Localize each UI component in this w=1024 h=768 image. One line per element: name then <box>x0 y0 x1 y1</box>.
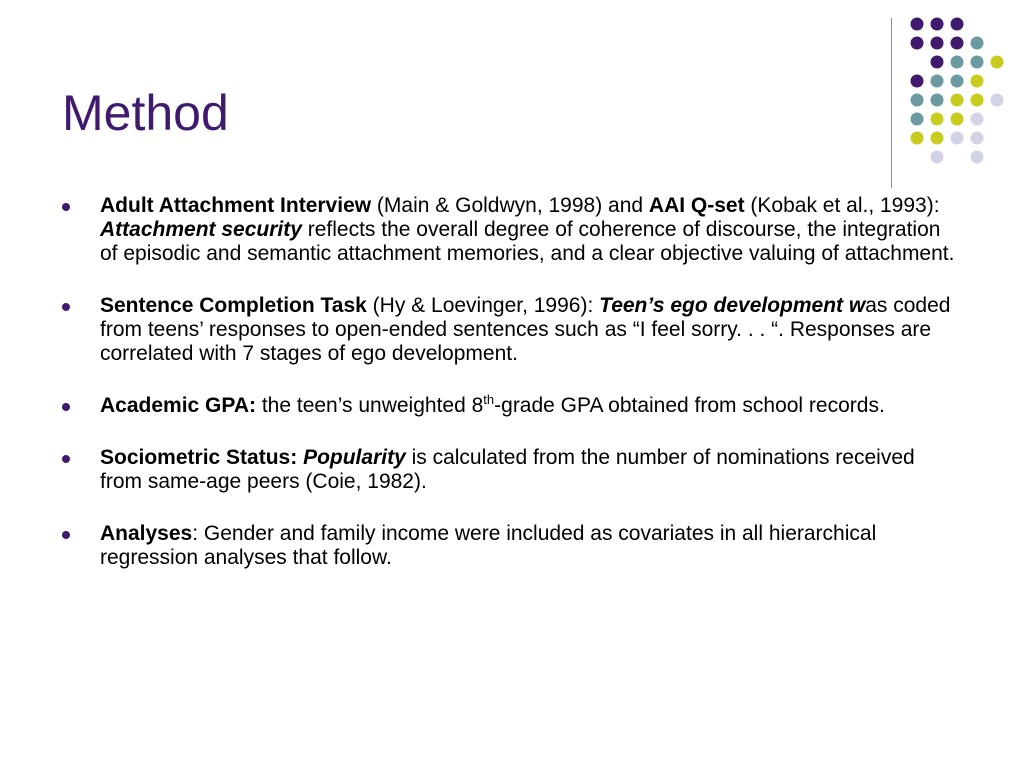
bullet-heading: Adult Attachment Interview <box>100 194 372 217</box>
bullet-text: reflects the overall degree of coherence of discourse, the integration of episodic and semantic attachment memories, and a clear objective valuing of attachment. <box>100 218 955 265</box>
decorative-dot <box>911 132 924 145</box>
dot-grid-svg <box>0 0 1024 200</box>
decorative-dot <box>971 113 984 126</box>
decorative-dot <box>931 132 944 145</box>
bullet-list <box>62 194 962 598</box>
decorative-dot <box>931 37 944 50</box>
decorative-dot <box>911 113 924 126</box>
decorative-dot <box>951 113 964 126</box>
superscript: th <box>483 392 495 407</box>
decorative-dot <box>931 151 944 164</box>
bullet-heading: Academic GPA: <box>100 394 256 417</box>
bullet-text: is calculated from the number of nominations received from same-age peers (Coie, 1982). <box>100 446 915 493</box>
decorative-dot <box>911 37 924 50</box>
decorative-dot <box>951 56 964 69</box>
decorative-dot <box>951 94 964 107</box>
bullet-item-adult-attachment-interview <box>62 194 962 266</box>
decorative-dot <box>931 56 944 69</box>
decorative-dot <box>971 56 984 69</box>
decorative-dot <box>991 56 1004 69</box>
bullet-emphasis: Popularity <box>303 446 406 469</box>
decorative-dot <box>991 94 1004 107</box>
slide-title: Method <box>62 85 229 141</box>
decorative-dot <box>951 18 964 31</box>
decorative-dot <box>971 94 984 107</box>
bullet-text: the teen’s unweighted 8 <box>256 394 484 417</box>
bullet-emphasis: Teen’s ego development w <box>599 294 866 317</box>
decorative-dot <box>911 18 924 31</box>
decorative-dot <box>931 75 944 88</box>
bullet-emphasis: Attachment security <box>100 218 302 241</box>
decorative-dot <box>971 132 984 145</box>
decorative-dot <box>971 75 984 88</box>
bullet-item-sociometric-status <box>62 446 962 494</box>
bullet-text: : Gender and family income were included as covariates in all hierarchical regression analyses that follow. <box>100 522 877 569</box>
decorative-dot <box>931 113 944 126</box>
bullet-text: -grade GPA obtained from school records. <box>494 394 885 417</box>
decorative-dot <box>951 37 964 50</box>
bullet-heading: Analyses <box>100 522 193 545</box>
bullet-heading: Sociometric Status: <box>100 446 298 469</box>
bullet-text: (Hy & Loevinger, 1996): <box>366 294 600 317</box>
bullet-text: (Kobak et al., 1993): <box>744 194 940 217</box>
bullet-item-analyses <box>62 522 962 570</box>
decorative-dot <box>951 75 964 88</box>
decorative-dot <box>951 132 964 145</box>
bullet-heading: Sentence Completion Task <box>100 294 367 317</box>
bullet-item-sentence-completion-task <box>62 294 962 366</box>
decorative-dot <box>931 94 944 107</box>
decorative-dot <box>931 18 944 31</box>
bullet-bold-term: AAI Q-set <box>648 194 745 217</box>
bullet-text: as coded from teens’ responses to open-ended sentences such as “I feel sorry. . . “. Responses are correlated with 7 stages of ego development. <box>100 294 951 365</box>
bullet-text: (Main & Goldwyn, 1998) and <box>371 194 649 217</box>
decorative-dot <box>911 75 924 88</box>
bullet-item-academic-gpa <box>62 394 962 418</box>
decorative-dot <box>971 151 984 164</box>
dot-grid-decoration <box>0 0 1024 200</box>
decorative-dot <box>971 37 984 50</box>
decorative-dot <box>911 94 924 107</box>
